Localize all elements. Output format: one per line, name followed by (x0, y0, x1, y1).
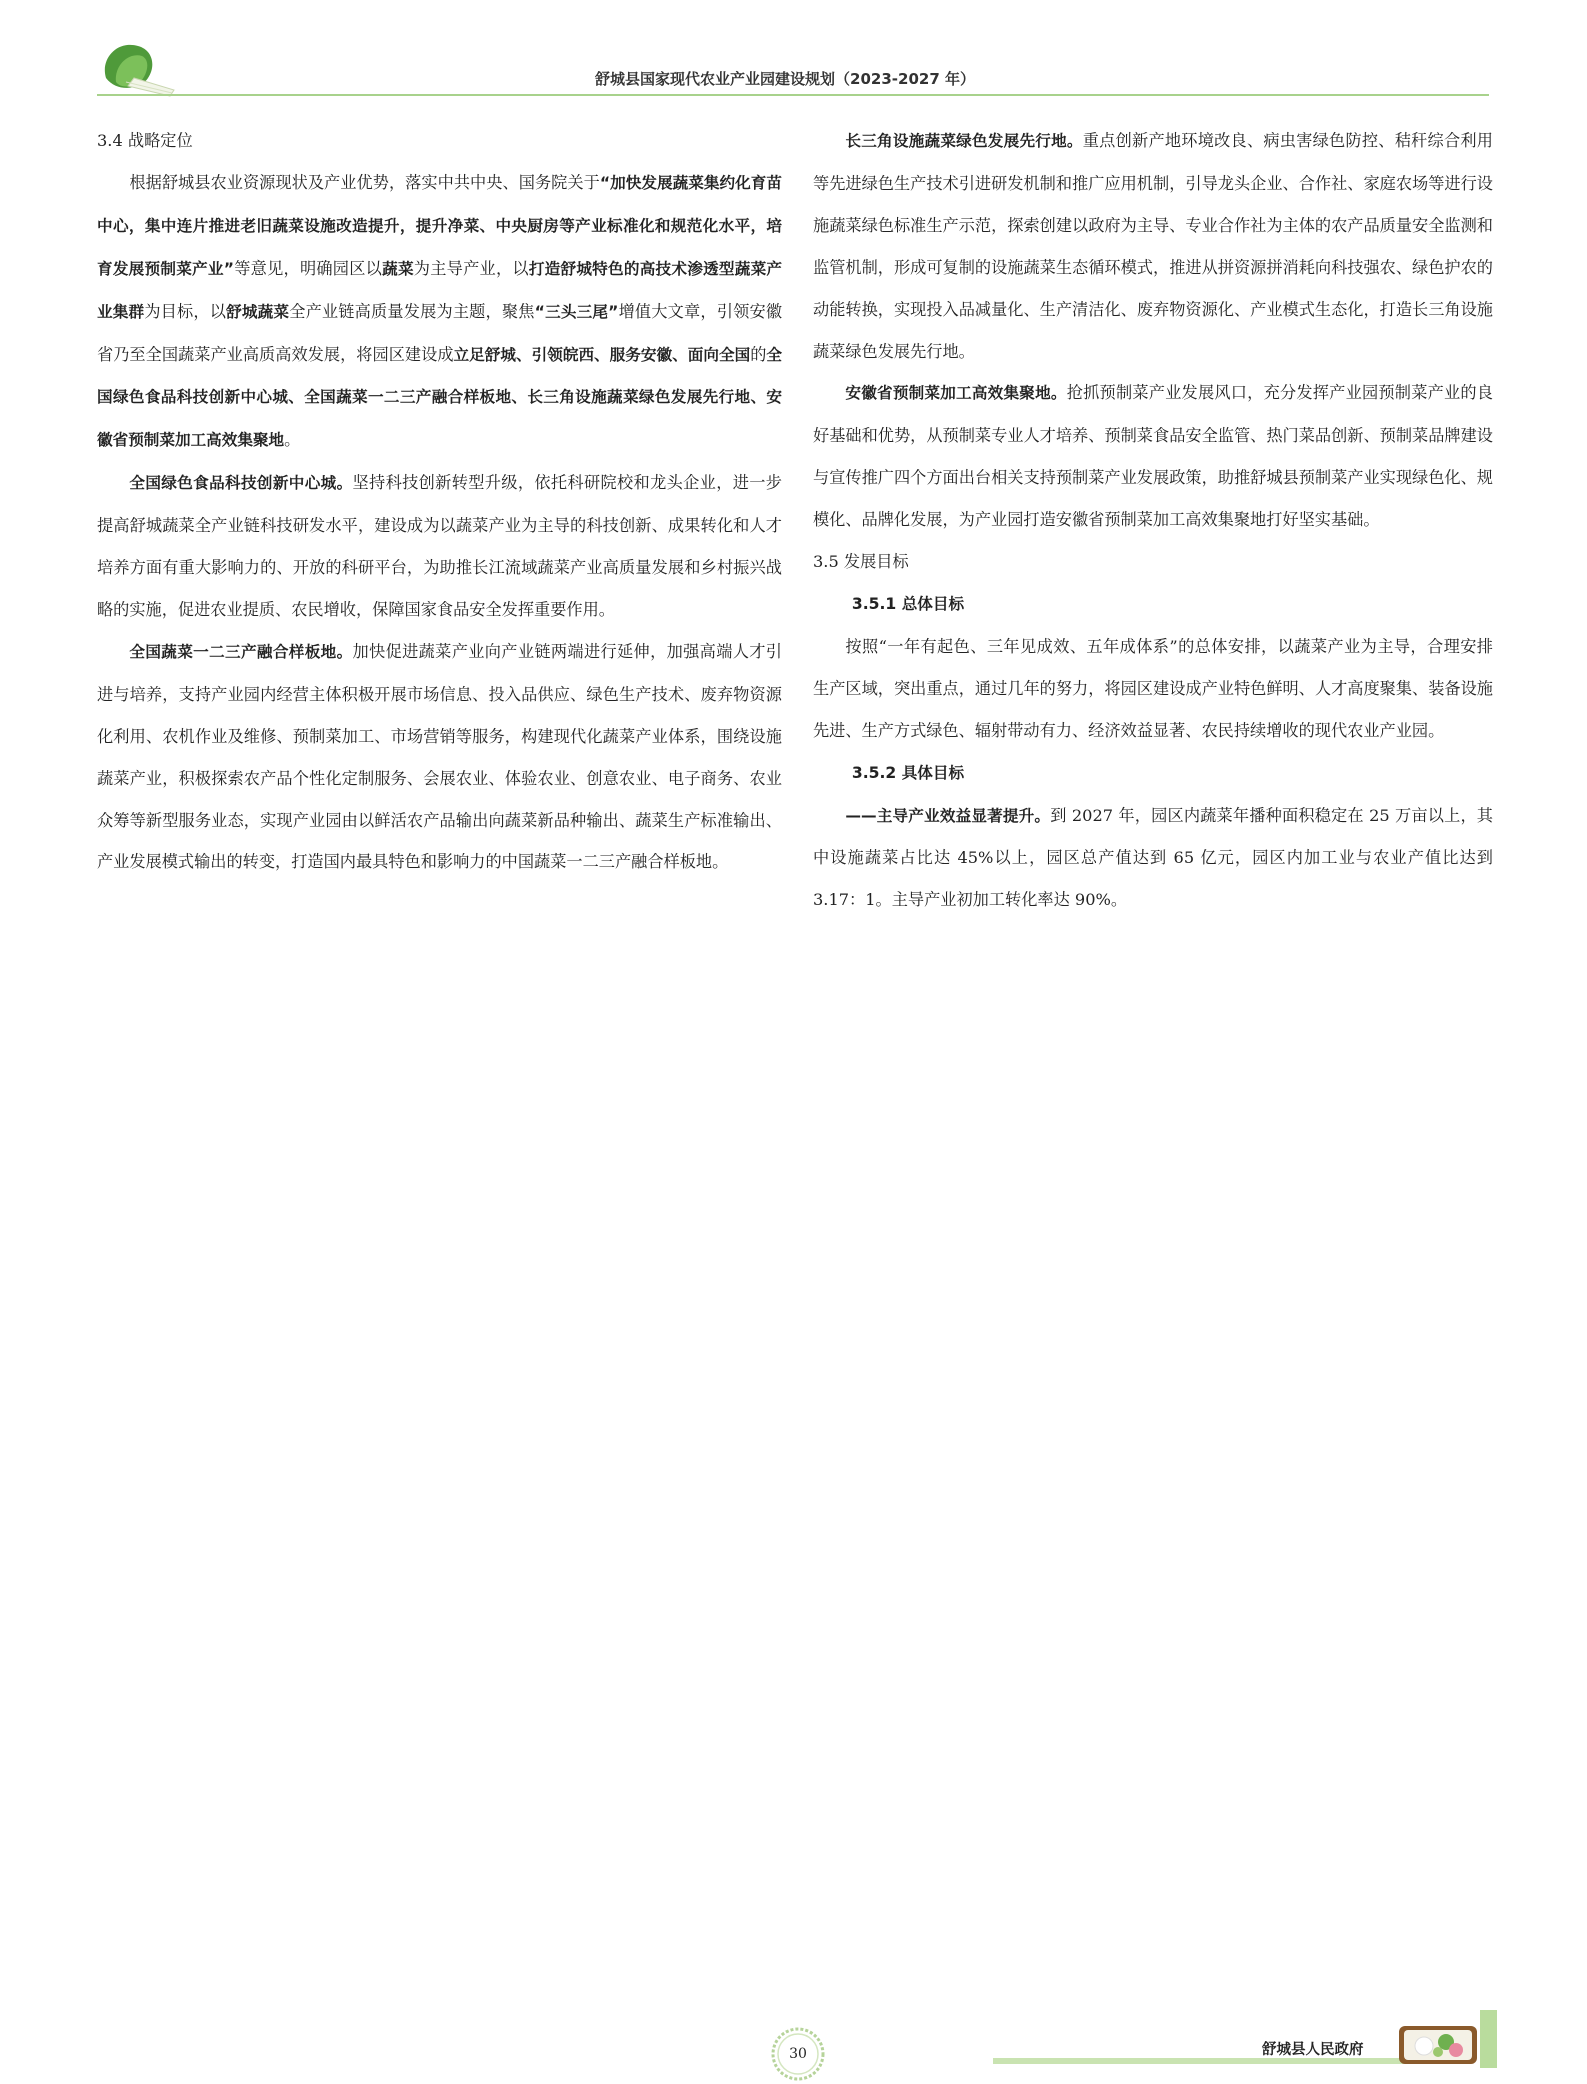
vegetable-tray-icon (1398, 2024, 1478, 2066)
paragraph (813, 795, 1493, 922)
page-footer (0, 1000, 1587, 2062)
bold-run: ——主导产业效益显著提升。 (845, 806, 1051, 825)
text-run: 根据舒城县农业资源现状及产业优势，落实中共中央、国务院关于 (129, 172, 600, 192)
left-column (97, 120, 782, 883)
bold-run: 蔬菜 (382, 259, 414, 278)
paragraph (813, 372, 1493, 541)
text-run: 按照“一年有起色、三年见成效、五年成体系”的总体安排，以蔬菜产业为主导，合理安排生产区域，突出重点，通过几年的努力，将园区建设成产业特色鲜明、人才高度聚集、装备设施先进、生产方式绿色、辐射带动有力、经济效益显著、农民持续增收的现代农业产业园。 (813, 636, 1493, 740)
paragraph (97, 631, 782, 883)
bold-run: 全国蔬菜一二三产融合样板地。 (129, 642, 353, 661)
text-run: 增值大文章，引领安徽省乃至全国蔬菜产业高质高效发展，将园区建设成 (97, 301, 783, 364)
text-run: 。 (284, 430, 301, 450)
header-title: 舒城县国家现代农业产业园建设规划（2023-2027 年） (595, 70, 975, 88)
paragraph (97, 462, 782, 631)
header-rule (97, 94, 1489, 96)
page-number: 30 (789, 2046, 807, 2062)
bold-run: 全国绿色食品科技创新中心城。 (129, 474, 353, 493)
text-run: 全产业链高质量发展为主题，聚焦 (289, 301, 535, 321)
footer-org: 舒城县人民政府 (1262, 2042, 1364, 2058)
bold-run: 长三角设施蔬菜绿色发展先行地。 (845, 132, 1083, 150)
bold-run: 安徽省预制菜加工高效集聚地。 (845, 384, 1067, 403)
text-run: 3.5 发展目标 (813, 552, 909, 572)
paragraph (813, 120, 1493, 372)
section-heading (97, 120, 782, 162)
text-run: 重点创新产地环境改良、病虫害绿色防控、秸秆综合利用等先进绿色生产技术引进研发机制和推广应用机制，引导龙头企业、合作社、家庭农场等进行设施蔬菜绿色标准生产示范，探索创建以政府为主导、专业合作社为主体的农产品质量安全监测和监管机制，形成可复制的设施蔬菜生态循环模式，推进从拼资源拼消耗向科技强农、绿色护农的动能转换，实现投入品减量化、生产清洁化、废弃物资源化、产业模式生态化，打造长三角设施蔬菜绿色发展先行地。 (813, 131, 1493, 361)
text-run: 加快促进蔬菜产业向产业链两端进行延伸，加强高端人才引进与培养，支持产业园内经营主体积极开展市场信息、投入品供应、绿色生产技术、废弃物资源化利用、农机作业及维修、预制菜加工、市场营销等服务，构建现代化蔬菜产业体系，围绕设施蔬菜产业，积极探索农产品个性化定制服务、会展农业、体验农业、创意农业、电子商务、农业众筹等新型服务业态，实现产业园由以鲜活农产品输出向蔬菜新品种输出、蔬菜生产标准输出、产业发展模式输出的转变，打造国内最具特色和影响力的中国蔬菜一二三产融合样板地。 (97, 641, 782, 872)
text-run: 抢抓预制菜产业发展风口，充分发挥产业园预制菜产业的良好基础和优势，从预制菜专业人才培养、预制菜食品安全监管、热门菜品创新、预制菜品牌建设与宣传推广四个方面出台相关支持预制菜产业发展政策，助推舒城县预制菜产业实现绿色化、规模化、品牌化发展，为产业园打造安徽省预制菜加工高效集聚地打好坚实基础。 (813, 383, 1493, 530)
bold-run: “加快发展蔬菜集约化育苗中心，集中连片推进老旧蔬菜设施改造提升，提升净菜、中央厨房等产业标准化和规范化水平，培育发展预制菜产业” (97, 173, 783, 278)
page-number-badge (768, 2024, 828, 2084)
text-run: 坚持科技创新转型升级，依托科研院校和龙头企业，进一步提高舒城蔬菜全产业链科技研发水平，建设成为以蔬菜产业为主导的科技创新、成果转化和人才培养方面有重大影响力的、开放的科研平台，为助推长江流域蔬菜产业高质量发展和乡村振兴战略的实施，促进农业提质、农民增收，保障国家食品安全发挥重要作用。 (97, 473, 782, 619)
text-run: 为主导产业，以 (413, 258, 529, 278)
bold-run: 全国绿色食品科技创新中心城、全国蔬菜一二三产融合样板地、长三角设施蔬菜绿色发展先行地、安徽省预制菜加工高效集聚地 (97, 345, 783, 450)
right-column (813, 120, 1493, 921)
bold-run: 舒城蔬菜 (226, 302, 290, 321)
paragraph (97, 162, 782, 462)
text-run: 等意见，明确园区以 (233, 258, 383, 278)
paragraph (813, 626, 1493, 752)
bold-run: 3.5.2 具体目标 (851, 763, 965, 782)
text-run: 为目标，以 (144, 301, 227, 321)
section-heading (813, 752, 1493, 795)
text-run: 3.4 战略定位 (97, 131, 193, 150)
section-heading (813, 541, 1493, 583)
bold-run: 立足舒城、引领皖西、服务安徽、面向全国 (453, 345, 751, 364)
text-run: 的 (750, 344, 767, 364)
bold-run: “三头三尾” (534, 302, 619, 321)
page-header (0, 0, 1587, 110)
text-run: 到 2027 年，园区内蔬菜年播种面积稳定在 25 万亩以上，其中设施蔬菜占比达 45%以上，园区总产值达到 65 亿元，园区内加工业与农业产值比达到 3.17：1。主导产业初加工转化率达 90%。 (813, 805, 1493, 910)
footer-side-bar (1480, 2010, 1497, 2068)
bold-run: 3.5.1 总体目标 (851, 594, 965, 613)
section-heading (813, 583, 1493, 626)
bold-run: 打造舒城特色的高技术渗透型蔬菜产业集群 (97, 259, 783, 321)
bok-choy-icon (98, 38, 178, 98)
